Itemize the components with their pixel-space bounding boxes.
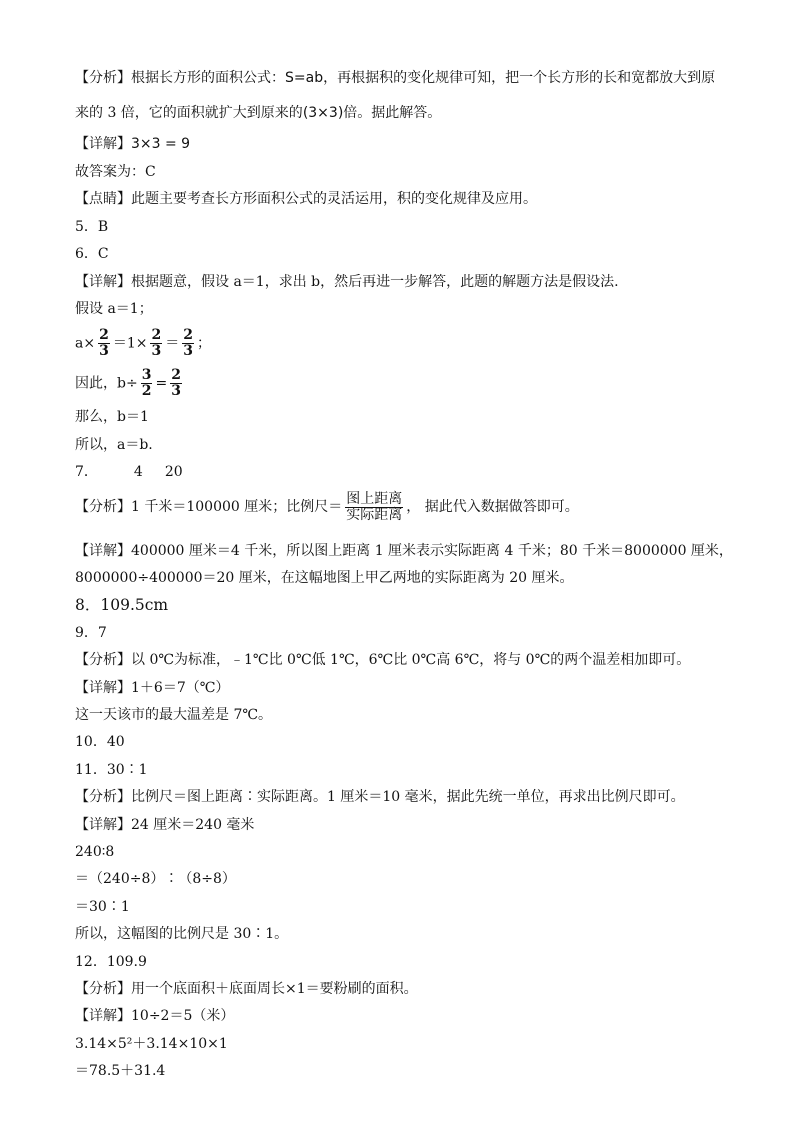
text: ； xyxy=(196,335,211,352)
conclusion-line: 所以，a＝b. xyxy=(75,437,153,453)
conclusion-line-11: 所以，这幅图的比例尺是 30∶1。 xyxy=(75,926,289,942)
calc-line: 240∶8 xyxy=(75,844,115,860)
detail-line-7a: 【详解】400000 厘米＝4 千米，所以图上距离 1 厘米表示实际距离 4 千米；80 千米＝8000000 厘米， xyxy=(75,543,733,559)
numerator: 3 xyxy=(141,367,152,383)
scale-fraction xyxy=(345,492,403,523)
calc-line: ＝30∶1 xyxy=(75,899,130,915)
denominator: 3 xyxy=(183,343,193,359)
detail-line-9: 【详解】1＋6＝7（℃） xyxy=(75,680,230,696)
fraction xyxy=(170,368,182,399)
numerator: 2 xyxy=(183,327,193,343)
text: 来的 3 倍，它的面积就扩大到原来的 xyxy=(75,105,303,121)
fraction xyxy=(98,328,110,359)
answer-8: 8．109.5cm xyxy=(75,596,169,614)
detail-line xyxy=(75,134,754,154)
denominator: 2 xyxy=(141,383,152,399)
text: ＝ xyxy=(165,335,180,352)
answer-5: 5．B xyxy=(75,219,109,235)
analysis-line-9: 【分析】以 0℃为标准，﹣1℃比 0℃低 1℃，6℃比 0℃高 6℃，将与 0℃的两个温差相加即可。 xyxy=(75,652,691,668)
detail-line-6: 【详解】根据题意，假设 a＝1，求出 b，然后再进一步解答，此题的解题方法是假设法. xyxy=(75,274,619,290)
analysis-line-11: 【分析】比例尺＝图上距离∶实际距离。1 厘米＝10 毫米，据此先统一单位，再求出比例尺即可。 xyxy=(75,789,685,805)
denominator: 3 xyxy=(171,383,181,399)
text: ， 据此代入数据做答即可。 xyxy=(406,499,579,515)
answer-9: 9．7 xyxy=(75,625,107,641)
numerator: 2 xyxy=(99,327,109,343)
text: 【分析】1 千米＝100000 厘米；比例尺＝ xyxy=(75,499,343,515)
blank-answer-2: 20 xyxy=(164,464,183,480)
multiplier-formula: (3×3) xyxy=(302,105,344,121)
division-equation-line xyxy=(75,368,754,399)
calc-formula: 3×3 = 9 xyxy=(131,136,191,152)
numerator: 2 xyxy=(171,367,181,383)
numerator: 2 xyxy=(151,327,162,343)
text: 【详解】 xyxy=(75,136,131,152)
text: = xyxy=(155,375,168,392)
answer-7 xyxy=(75,462,754,482)
detail-line-7b: 8000000÷400000＝20 厘米，在这幅地图上甲乙两地的实际距离为 20 厘米。 xyxy=(75,570,574,586)
analysis-line-7 xyxy=(75,490,754,524)
denominator: 3 xyxy=(99,343,109,359)
analysis-line-12: 【分析】用一个底面积＋底面周长×1＝要粉刷的面积。 xyxy=(75,981,418,997)
analysis-line-1 xyxy=(75,68,754,88)
text: 因此，b÷ xyxy=(75,375,138,392)
calc-line: ＝（240÷8）∶（8÷8） xyxy=(75,871,236,887)
detail-line-11: 【详解】24 厘米＝240 毫米 xyxy=(75,817,255,833)
text: 【分析】根据长方形的面积公式： xyxy=(75,70,285,86)
area-formula: S=ab xyxy=(285,70,324,86)
denominator: 实际距离 xyxy=(346,506,403,523)
analysis-line-2 xyxy=(75,103,754,123)
answer-line: 故答案为：C xyxy=(75,164,156,180)
answer-10: 10．40 xyxy=(75,734,125,750)
text: ＝1× xyxy=(112,335,148,352)
text: ，再根据积的变化规律可知，把一个长方形的长和宽都放大到原 xyxy=(323,70,716,86)
answer-6: 6．C xyxy=(75,246,109,262)
calc-line: ＝78.5＋31.4 xyxy=(75,1063,166,1079)
fraction xyxy=(150,328,162,359)
answer-12: 12．109.9 xyxy=(75,954,147,970)
answer-11: 11．30∶1 xyxy=(75,762,148,778)
assume-line: 假设 a＝1； xyxy=(75,301,153,317)
blank-answer-1: 4 xyxy=(133,464,143,480)
numerator: 图上距离 xyxy=(346,490,403,507)
conclusion-line-9: 这一天该市的最大温差是 7℃。 xyxy=(75,707,273,723)
denominator: 3 xyxy=(151,343,162,359)
fraction-equation-line xyxy=(75,328,754,359)
text: 倍。据此解答。 xyxy=(343,105,442,121)
detail-line-12: 【详解】10÷2＝5（米） xyxy=(75,1008,235,1024)
then-line: 那么，b＝1 xyxy=(75,409,149,425)
text: 7． xyxy=(75,464,98,480)
fraction xyxy=(141,368,153,399)
calc-line: 3.14×5²＋3.14×10×1 xyxy=(75,1036,228,1052)
fraction xyxy=(182,328,194,359)
text: a× xyxy=(75,335,96,352)
comment-line: 【点睛】此题主要考查长方形面积公式的灵活运用，积的变化规律及应用。 xyxy=(75,191,537,207)
